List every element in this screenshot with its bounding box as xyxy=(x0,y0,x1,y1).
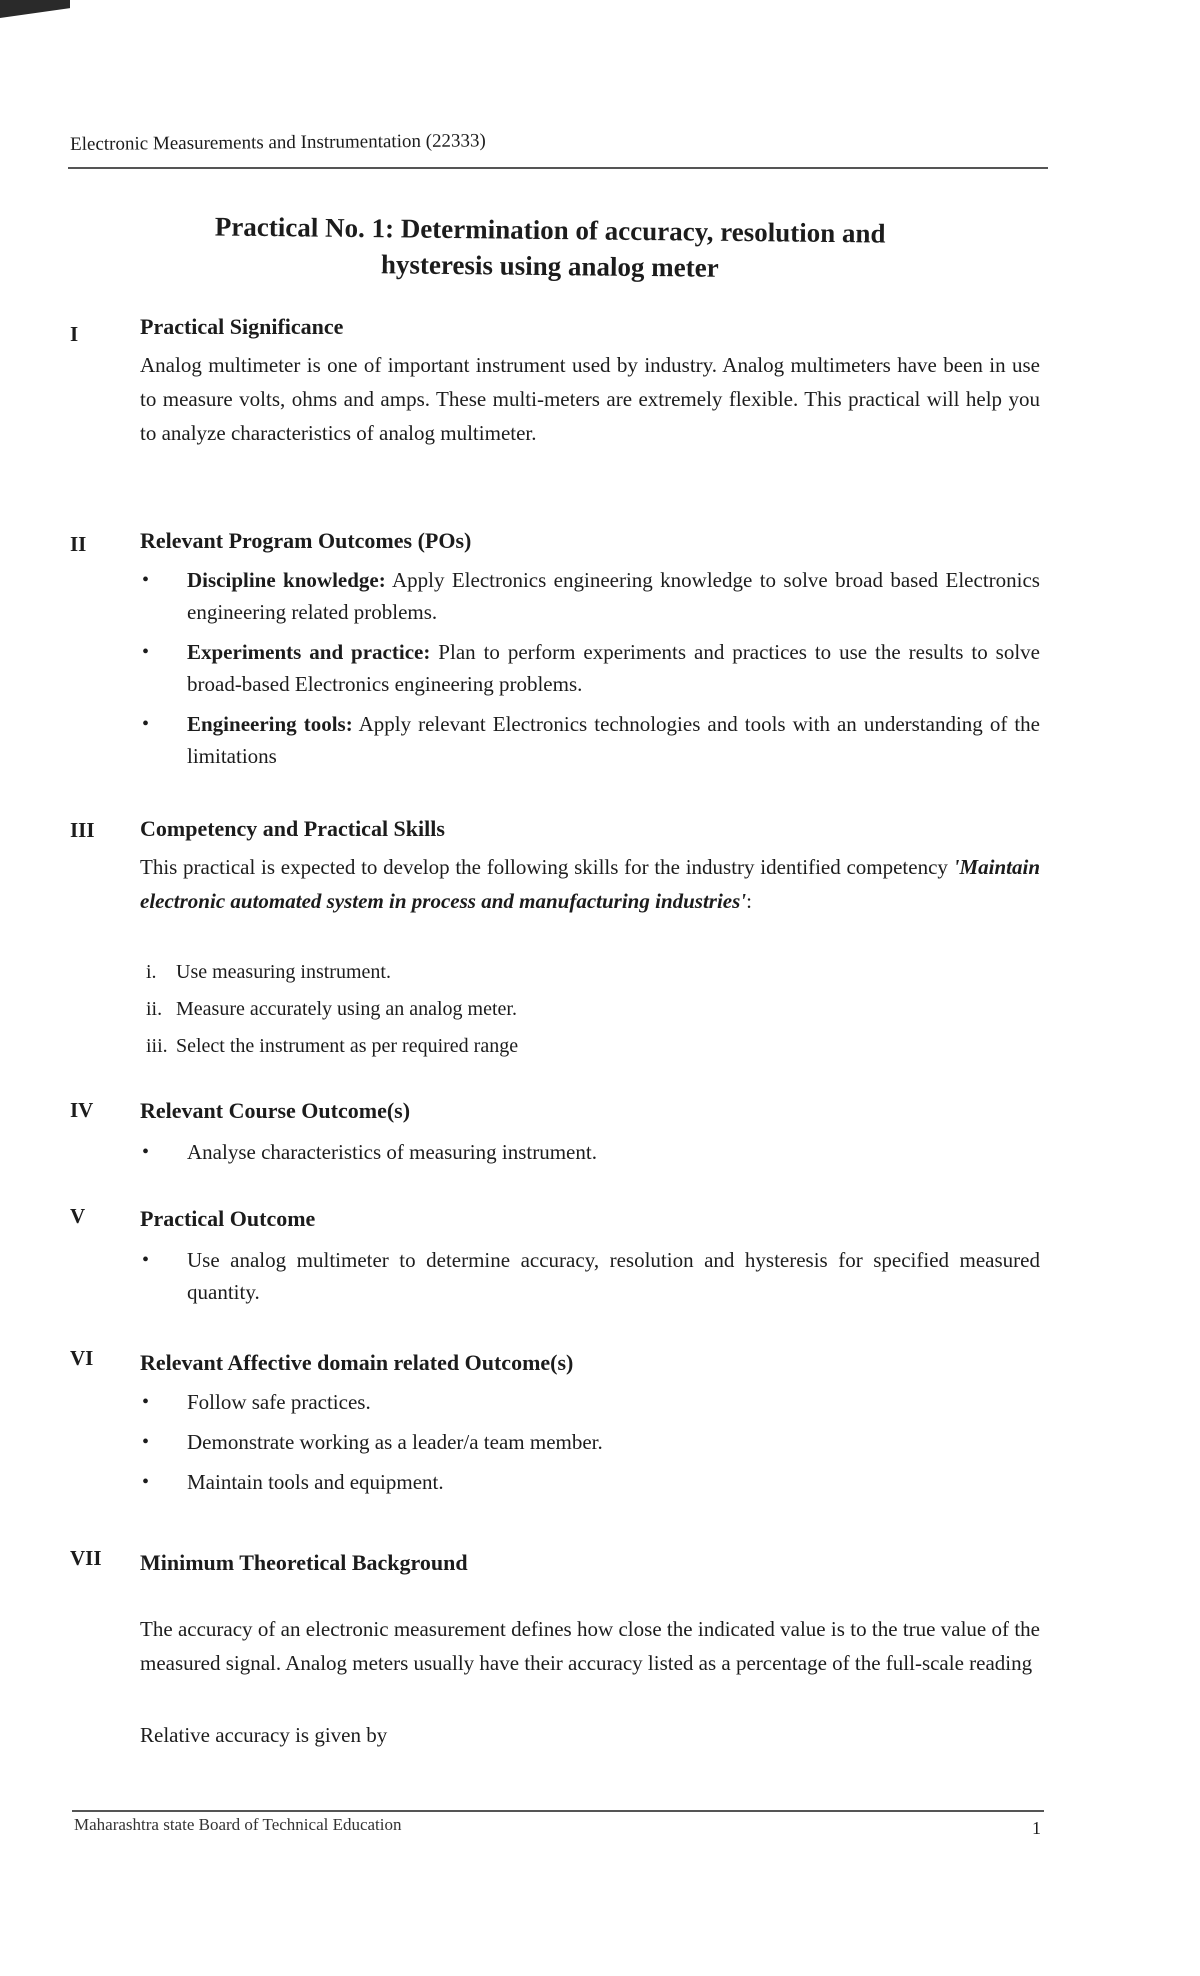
title-line-2: hysteresis using analog meter xyxy=(380,249,719,283)
list-item: • Discipline knowledge: Apply Electronics engineering knowledge to solve broad based Electronics engineering related problems. xyxy=(142,568,1040,624)
section-number: III xyxy=(70,818,95,842)
list-item: • Maintain tools and equipment. xyxy=(142,1470,444,1494)
running-header: Electronic Measurements and Instrumentation (22333) xyxy=(70,130,486,155)
section-number: II xyxy=(70,532,87,556)
section-heading: Relevant Course Outcome(s) xyxy=(140,1098,411,1123)
title-line-1: Practical No. 1: Determination of accuracy, resolution and xyxy=(214,211,886,249)
section-heading: Competency and Practical Skills xyxy=(140,816,445,841)
list-item: • Experiments and practice: Plan to perform experiments and practices to use the results to solve broad-based Electronics engineering problems. xyxy=(142,640,1040,696)
list-item: • Analyse characteristics of measuring instrument. xyxy=(142,1140,597,1164)
po-list xyxy=(140,564,1040,780)
list-item: • Follow safe practices. xyxy=(142,1390,371,1414)
section-body: The accuracy of an electronic measurement defines how close the indicated value is to the true value of the measured signal. Analog meters usually have their accuracy listed as a percentage of the full-scale reading xyxy=(140,1617,1040,1675)
list-item: iii. Select the instrument as per required range xyxy=(146,1035,519,1057)
practical-outcome-list xyxy=(140,1244,1040,1316)
section-number: IV xyxy=(70,1098,94,1122)
section-heading: Relevant Affective domain related Outcome(s) xyxy=(140,1350,574,1375)
section-number: V xyxy=(70,1204,86,1228)
list-item: i. Use measuring instrument. xyxy=(146,961,391,983)
practical-title xyxy=(150,208,951,288)
section-body: This practical is expected to develop the following skills for the industry identified competency 'Maintain electronic automated system in process and manufacturing industries': xyxy=(140,855,1040,913)
section-heading: Practical Outcome xyxy=(140,1206,316,1231)
running-footer: Maharashtra state Board of Technical Education xyxy=(74,1815,402,1834)
section-heading: Practical Significance xyxy=(140,314,344,339)
list-item: ii. Measure accurately using an analog meter. xyxy=(146,998,517,1020)
competency-statement: 'Maintain electronic automated system in process and manufacturing industries' xyxy=(140,855,1040,913)
section-heading: Minimum Theoretical Background xyxy=(140,1550,468,1575)
section-number: I xyxy=(70,322,79,346)
scan-corner-shadow xyxy=(0,0,70,18)
skills-list xyxy=(146,954,1026,1065)
section-number: VI xyxy=(70,1346,94,1370)
page-number: 1 xyxy=(1032,1818,1041,1838)
list-item: • Use analog multimeter to determine accuracy, resolution and hysteresis for specified measured quantity. xyxy=(142,1248,1040,1304)
course-outcome-list xyxy=(140,1136,1040,1176)
section-body-continued: Relative accuracy is given by xyxy=(140,1723,388,1747)
header-rule xyxy=(68,167,1048,169)
section-body: Analog multimeter is one of important instrument used by industry. Analog multimeters have been in use to measure volts, ohms and amps. These multi-meters are extremely flexible. This practical will help you to analyze characteristics of analog multimeter. xyxy=(140,353,1040,445)
list-item: • Engineering tools: Apply relevant Electronics technologies and tools with an understanding of the limitations xyxy=(142,712,1040,768)
list-item: • Demonstrate working as a leader/a team member. xyxy=(142,1430,603,1454)
section-number: VII xyxy=(70,1546,102,1570)
affective-outcome-list xyxy=(140,1386,1040,1506)
section-heading: Relevant Program Outcomes (POs) xyxy=(140,528,472,553)
footer-rule xyxy=(72,1810,1044,1812)
